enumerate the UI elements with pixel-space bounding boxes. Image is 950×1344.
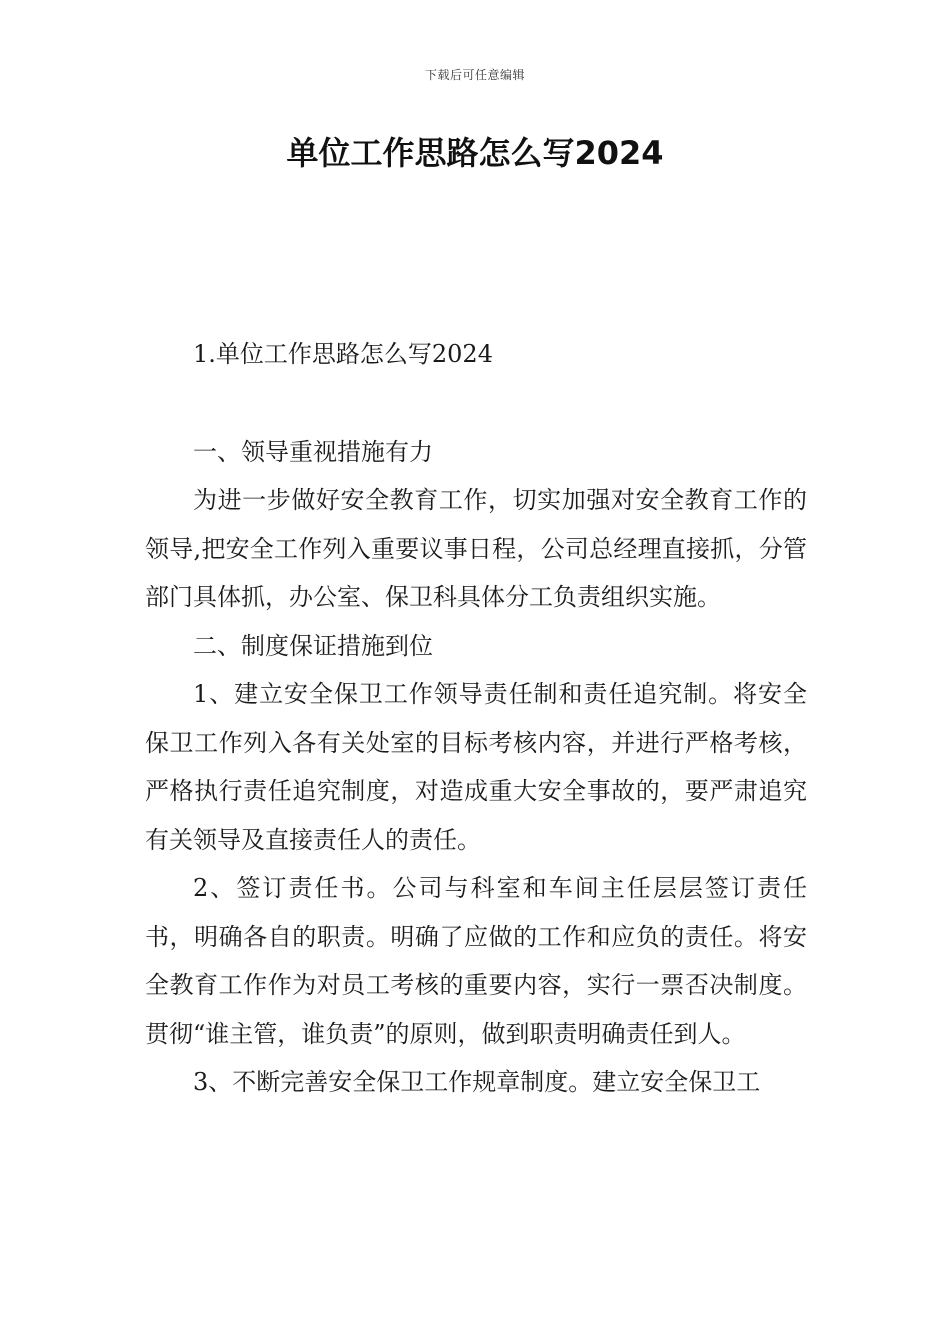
- paragraph-2: 1、建立安全保卫工作领导责任制和责任追究制。将安全保卫工作列入各有关处室的目标考核内容，并进行严格考核，严格执行责任追究制度，对造成重大安全事故的，要严肃追究有关领导及直接责任人的责任。: [145, 680, 807, 854]
- section-heading-1: 一、领导重视措施有力: [193, 437, 433, 466]
- header-note: 下载后可任意编辑: [424, 68, 525, 82]
- paragraph-1: 为进一步做好安全教育工作，切实加强对安全教育工作的领导,把安全工作列入重要议事日程，公司总经理直接抓，分管部门具体抓，办公室、保卫科具体分工负责组织实施。: [145, 486, 807, 611]
- section-subtitle: 1.单位工作思路怎么写2024: [193, 340, 493, 368]
- paragraph-3: 2、签订责任书。公司与科室和车间主任层层签订责任书，明确各自的职责。明确了应做的工作和应负的责任。将安全教育工作作为对员工考核的重要内容，实行一票否决制度。贯彻“谁主管，谁负责”的原则，做到职责明确责任到人。: [145, 874, 807, 1048]
- document-title: 单位工作思路怎么写2024: [286, 134, 664, 172]
- paragraph-4: 3、不断完善安全保卫工作规章制度。建立安全保卫工: [193, 1068, 761, 1096]
- document-body: [145, 330, 807, 1107]
- section-heading-2: 二、制度保证措施到位: [193, 631, 433, 660]
